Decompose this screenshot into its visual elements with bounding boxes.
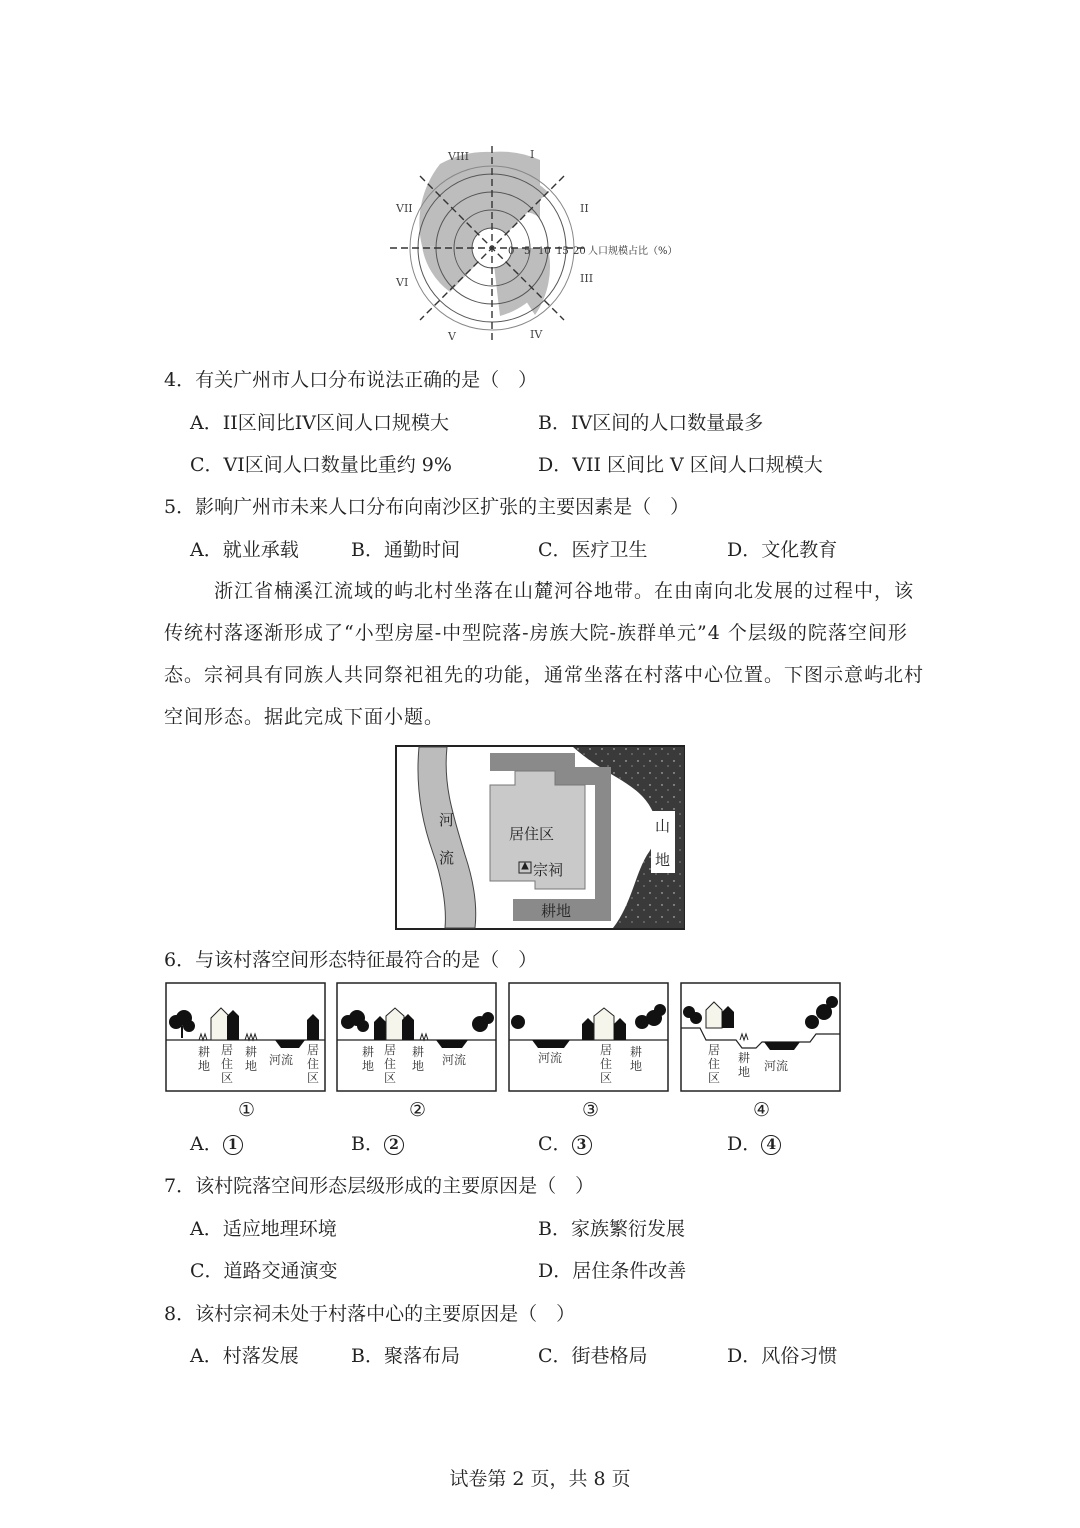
profile-label: 区: [384, 1071, 397, 1085]
profile-label: 居: [708, 1043, 721, 1057]
option-circle-number: 2: [384, 1135, 404, 1155]
q4-option-b[interactable]: B．IV区间的人口数量最多: [538, 412, 764, 434]
river-label: 流: [439, 849, 455, 867]
mountain-label: 地: [655, 851, 671, 869]
q8-option-a[interactable]: A．村落发展: [190, 1345, 299, 1367]
profile-label: 地: [738, 1065, 751, 1079]
option-letter: B．: [351, 1133, 384, 1155]
profile-label: 住: [384, 1057, 397, 1071]
profile-label: 耕: [198, 1045, 211, 1059]
q4-option-d[interactable]: D．VII 区间比 V 区间人口规模大: [538, 454, 823, 476]
question-7-stem: 7．该村院落空间形态层级形成的主要原因是（ ）: [164, 1175, 595, 1197]
q8-option-b[interactable]: B．聚落布局: [351, 1345, 460, 1367]
temple-label: 宗祠: [533, 861, 564, 879]
question-8-stem: 8．该村宗祠未处于村落中心的主要原因是（ ）: [164, 1303, 576, 1325]
profile-label: 区: [600, 1071, 613, 1085]
mountain-label: 山: [655, 817, 671, 835]
q4-option-a[interactable]: A．II区间比IV区间人口规模大: [190, 412, 449, 434]
page-footer: 试卷第 2 页，共 8 页: [449, 1468, 631, 1490]
question-5-stem: 5．影响广州市未来人口分布向南沙区扩张的主要因素是（ ）: [164, 496, 690, 518]
profile-number-2: ②: [409, 1099, 427, 1121]
profile-label: 地: [412, 1059, 425, 1073]
profile-label: 住: [708, 1057, 721, 1071]
tick-label: 15: [556, 246, 569, 257]
profile-label: 耕: [738, 1051, 751, 1065]
tick-label: 10: [538, 246, 551, 257]
profile-label: 耕: [412, 1045, 425, 1059]
q4-option-c[interactable]: C．VI区间人口数量比重约 9%: [190, 454, 452, 476]
q6-option-c[interactable]: [538, 1131, 592, 1157]
profile-number-3: ③: [582, 1099, 600, 1121]
axis-label: 人口规模占比（%）: [588, 246, 678, 257]
profile-label: 耕: [245, 1045, 258, 1059]
profile-label: 区: [307, 1071, 320, 1085]
river-label: 河: [439, 811, 455, 829]
profile-label: 住: [600, 1057, 613, 1071]
profile-label: 住: [307, 1057, 320, 1071]
q7-option-b[interactable]: B．家族繁衍发展: [538, 1218, 685, 1240]
village-layout-map: [395, 745, 685, 930]
profile-number-1: ①: [238, 1099, 256, 1121]
sector-label: I: [530, 148, 535, 161]
question-6-stem: 6．与该村落空间形态特征最符合的是（ ）: [164, 949, 538, 971]
profile-label: 河流: [764, 1059, 789, 1073]
profile-label: 住: [221, 1057, 234, 1071]
option-letter: D．: [727, 1133, 762, 1155]
q8-option-c[interactable]: C．街巷格局: [538, 1345, 648, 1367]
profile-label: 耕: [362, 1045, 375, 1059]
profile-label: 居: [600, 1043, 613, 1057]
q8-option-d[interactable]: D．风俗习惯: [727, 1345, 838, 1367]
sector-label: VII: [396, 202, 413, 215]
q7-option-c[interactable]: C．道路交通演变: [190, 1260, 338, 1282]
q6-option-a[interactable]: [190, 1131, 243, 1157]
q5-option-c[interactable]: C．医疗卫生: [538, 539, 648, 561]
q6-option-d[interactable]: [727, 1131, 781, 1157]
profile-label: 居: [221, 1043, 234, 1057]
profile-label: 河流: [269, 1053, 294, 1067]
tick-label: 20: [573, 246, 586, 257]
passage: [164, 570, 924, 738]
sector-label: V: [448, 330, 456, 343]
tick-label: 5: [524, 246, 531, 257]
profile-diagram-4: [680, 982, 842, 1094]
profile-label: 区: [221, 1071, 234, 1085]
profile-number-4: ④: [753, 1099, 771, 1121]
passage-text: 浙江省楠溪江流域的屿北村坐落在山麓河谷地带。在由南向北发展的过程中，该传统村落逐渐形成了“小型房屋-中型院落-房族大院-族群单元”4 个层级的院落空间形态。宗祠具有同族人共同祭祀祖先的功能，通常坐落在村落中心位置。下图示意屿北村空间形态。据此完成下面小题。: [164, 580, 925, 728]
profile-label: 地: [362, 1059, 375, 1073]
q5-option-d[interactable]: D．文化教育: [727, 539, 838, 561]
sector-label: II: [580, 202, 589, 215]
option-circle-number: 1: [223, 1135, 243, 1155]
sector-label: VIII: [448, 150, 469, 163]
q5-option-b[interactable]: B．通勤时间: [351, 539, 460, 561]
profile-label: 地: [245, 1059, 258, 1073]
q5-option-a[interactable]: A．就业承载: [190, 539, 299, 561]
population-radar-chart: [380, 140, 700, 350]
sector-label: III: [580, 272, 594, 285]
tick-label: 0: [508, 246, 515, 257]
q7-option-a[interactable]: A．适应地理环境: [190, 1218, 337, 1240]
sector-label: VI: [396, 276, 409, 289]
residential-label: 居住区: [509, 825, 555, 843]
option-letter: A．: [190, 1133, 223, 1155]
profile-label: 耕: [630, 1045, 643, 1059]
question-4-stem: 4．有关广州市人口分布说法正确的是（ ）: [164, 369, 538, 391]
profile-diagram-1: [165, 982, 327, 1094]
profile-label: 居: [384, 1043, 397, 1057]
profile-label: 区: [708, 1071, 721, 1085]
profile-diagram-2: [336, 982, 498, 1094]
profile-label: 地: [198, 1059, 211, 1073]
q7-option-d[interactable]: D．居住条件改善: [538, 1260, 687, 1282]
sector-label: IV: [530, 328, 543, 341]
profile-label: 地: [630, 1059, 643, 1073]
profile-label: 河流: [538, 1051, 563, 1065]
option-circle-number: 4: [761, 1135, 781, 1155]
option-circle-number: 3: [572, 1135, 592, 1155]
profile-label: 河流: [442, 1053, 467, 1067]
option-letter: C．: [538, 1133, 572, 1155]
profile-diagram-3: [508, 982, 670, 1094]
q6-option-b[interactable]: [351, 1131, 404, 1157]
profile-label: 居: [307, 1043, 320, 1057]
farmland-label: 耕地: [541, 902, 572, 920]
